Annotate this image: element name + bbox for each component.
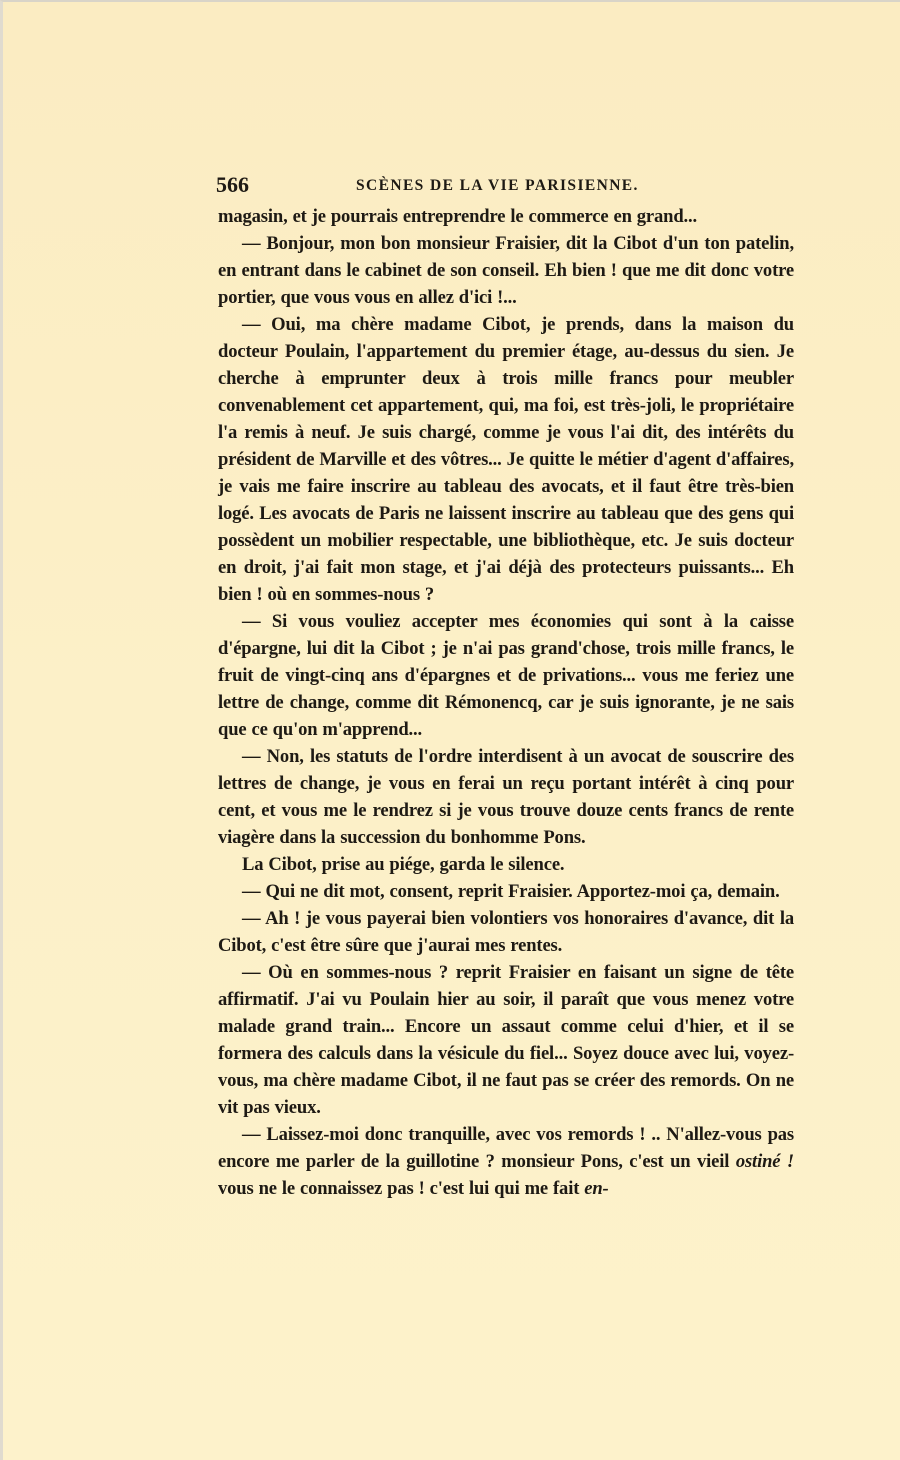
paragraph: — Ah ! je vous payerai bien volontiers vos honoraires d'avance, dit la Cibot, c'est être sûre que j'aurai mes rentes. bbox=[218, 908, 794, 956]
italic-text: ostiné ! bbox=[735, 1151, 794, 1172]
text-run: vous ne le connaissez pas ! c'est lui qui me fait bbox=[218, 1178, 585, 1199]
running-head-title: SCÈNES DE LA VIE PARISIENNE. bbox=[356, 177, 639, 194]
paragraph: — Bonjour, mon bon monsieur Fraisier, dit la Cibot d'un ton patelin, en entrant dans le cabinet de son conseil. Eh bien ! que me dit donc votre portier, que vous vous en allez d'ici !... bbox=[218, 233, 794, 308]
paragraph: magasin, et je pourrais entreprendre le commerce en grand... bbox=[218, 206, 698, 227]
text-run: — Laissez-moi donc tranquille, avec vos remords ! .. N'allez-vous pas encore me parler de la guillotine ? monsieur Pons, c'est un vieil bbox=[218, 1124, 794, 1172]
italic-hyphenated-word: en- bbox=[584, 1178, 609, 1199]
paragraph: La Cibot, prise au piége, garda le silence. bbox=[242, 854, 565, 875]
paragraph: — Non, les statuts de l'ordre interdisent à un avocat de souscrire des lettres de change, je vous en ferai un reçu portant intérêt à cinq pour cent, et vous me le rendrez si je vous trouve douze cents francs de rente viagère dans la succession du bonhomme Pons. bbox=[218, 746, 794, 848]
running-head bbox=[216, 172, 796, 200]
paragraph: — Oui, ma chère madame Cibot, je prends, dans la maison du docteur Poulain, l'appartement du premier étage, au-dessus du sien. Je cherche à emprunter deux à trois mille francs pour meubler convenablement cet appartement, qui, ma foi, est très-joli, le propriétaire l'a remis à neuf. Je suis chargé, comme je vous l'ai dit, des intérêts du président de Marville et des vôtres... Je quitte le métier d'agent d'affaires, je vais me faire inscrire au tableau des avocats, et il faut être très-bien logé. Les avocats de Paris ne laissent inscrire au tableau que des gens qui possèdent un mobilier respectable, une bibliothèque, etc. Je suis docteur en droit, j'ai fait mon stage, et j'ai déjà des protecteurs puissants... Eh bien ! où en sommes-nous ? bbox=[218, 314, 794, 605]
paragraph: — Si vous vouliez accepter mes économies qui sont à la caisse d'épargne, lui dit la Cibot ; je n'ai pas grand'chose, trois mille francs, le fruit de vingt-cinq ans d'épargnes et de privations... vous me feriez une lettre de change, comme dit Rémonencq, car je suis ignorante, je ne sais que ce qu'on m'apprend... bbox=[218, 611, 794, 740]
paragraph: — Qui ne dit mot, consent, reprit Fraisier. Apportez-moi ça, demain. bbox=[242, 881, 780, 902]
body-text bbox=[218, 203, 794, 1202]
page-number: 566 bbox=[216, 172, 249, 197]
paragraph-last bbox=[218, 1121, 794, 1202]
paragraph: — Où en sommes-nous ? reprit Fraisier en faisant un signe de tête affirmatif. J'ai vu Poulain hier au soir, il paraît que vous menez votre malade grand train... Encore un assaut comme celui d'hier, et il se formera des calculs dans la vésicule du fiel... Soyez douce avec lui, voyez-vous, ma chère madame Cibot, il ne faut pas se créer des remords. On ne vit pas vieux. bbox=[218, 962, 794, 1118]
